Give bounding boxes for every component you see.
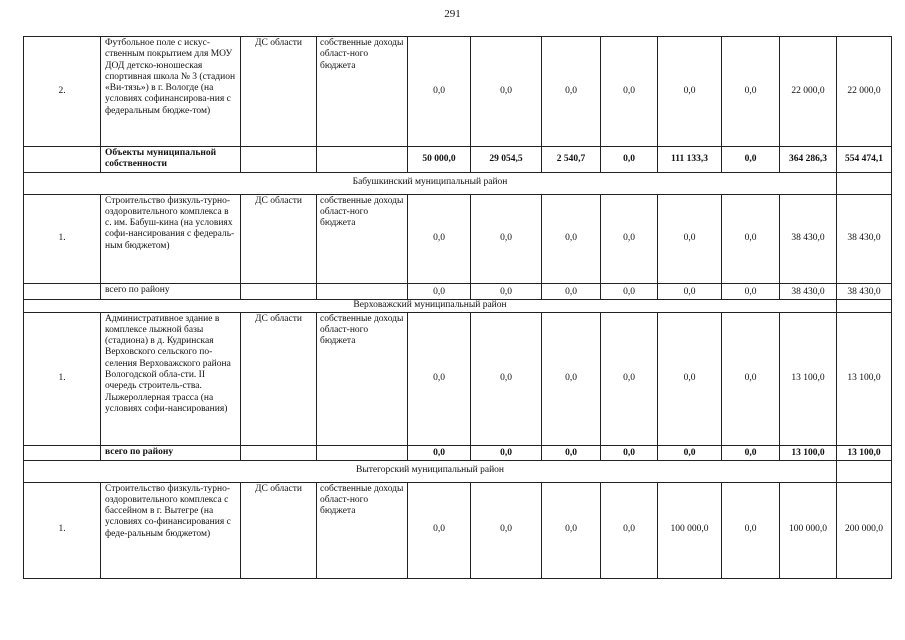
subtotal-label: всего по району [101,283,241,299]
value-cell: 38 430,0 [837,194,892,283]
total-value: 0,0 [722,147,780,173]
object-name: Административное здание в комплексе лыжной базы (стадиона) в д. Кудринская Верховского сельского по-селения Верховажского района Вологодской обла-сти. II очередь строитель-ства. Лыжероллерная трасса (на условиях софи-нансирования) [101,312,241,445]
value-cell: 100 000,0 [780,482,837,578]
empty-cell [241,283,317,299]
funding-source: собственные доходы област-ного бюджета [317,37,408,147]
value-cell: 100 000,0 [658,482,722,578]
value-cell: 0,0 [658,194,722,283]
value-cell: 0,0 [408,482,471,578]
empty-cell [317,147,408,173]
value-cell: 0,0 [408,37,471,147]
section-heading: Бабушкинский муниципальный район [24,172,837,194]
value-cell: 22 000,0 [780,37,837,147]
empty-cell [241,445,317,460]
row-index: 1. [24,312,101,445]
empty-cell [837,460,892,482]
table-row [24,147,892,173]
table-row [24,445,892,460]
value-cell: 13 100,0 [780,312,837,445]
subtotal-value: 0,0 [722,283,780,299]
executor: ДС области [241,482,317,578]
subtotal-value: 0,0 [408,445,471,460]
value-cell: 0,0 [542,194,601,283]
subtotal-value: 0,0 [722,445,780,460]
executor: ДС области [241,194,317,283]
value-cell: 0,0 [542,37,601,147]
total-value: 0,0 [601,147,658,173]
funding-source: собственные доходы област-ного бюджета [317,482,408,578]
value-cell: 0,0 [601,194,658,283]
table-row [24,460,892,482]
value-cell: 0,0 [542,312,601,445]
executor: ДС области [241,37,317,147]
page-number: 291 [444,8,461,20]
row-index: 1. [24,194,101,283]
total-value: 364 286,3 [780,147,837,173]
section-heading: Вытегорский муниципальный район [24,460,837,482]
value-cell: 0,0 [658,312,722,445]
total-value: 554 474,1 [837,147,892,173]
table-row [24,194,892,283]
table-row [24,172,892,194]
total-value: 111 133,3 [658,147,722,173]
subtotal-value: 13 100,0 [837,445,892,460]
value-cell: 38 430,0 [780,194,837,283]
subtotal-value: 0,0 [542,445,601,460]
object-name: Футбольное поле с искус-ственным покрытием для МОУ ДОД детско-юношеская спортивная школа № 3 (стадион «Ви-тязь») в г. Вологде (на условиях софинансирова-ния с федеральным бюдже-том) [101,37,241,147]
value-cell: 0,0 [601,312,658,445]
empty-cell [317,283,408,299]
subtotal-value: 0,0 [658,445,722,460]
value-cell: 0,0 [601,482,658,578]
subtotal-value: 0,0 [601,445,658,460]
total-value: 29 054,5 [471,147,542,173]
value-cell: 0,0 [722,482,780,578]
row-index: 1. [24,482,101,578]
value-cell: 0,0 [601,37,658,147]
empty-cell [24,147,101,173]
subtotal-value: 0,0 [601,283,658,299]
value-cell: 0,0 [542,482,601,578]
table-row [24,283,892,299]
value-cell: 22 000,0 [837,37,892,147]
subtotal-value: 38 430,0 [780,283,837,299]
funding-source: собственные доходы област-ного бюджета [317,194,408,283]
empty-cell [837,299,892,312]
value-cell: 0,0 [658,37,722,147]
subtotal-value: 0,0 [658,283,722,299]
object-name: Строительство физкуль-турно-оздоровительного комплекса в с. им. Бабуш-кина (на условиях софи-нансирования с федераль-ным бюджетом) [101,194,241,283]
value-cell: 0,0 [722,194,780,283]
value-cell: 0,0 [471,37,542,147]
total-value: 2 540,7 [542,147,601,173]
funding-source: собственные доходы област-ного бюджета [317,312,408,445]
subtotal-value: 0,0 [408,283,471,299]
subtotal-value: 0,0 [471,445,542,460]
subtotal-value: 38 430,0 [837,283,892,299]
subtotal-label: всего по району [101,445,241,460]
empty-cell [241,147,317,173]
value-cell: 0,0 [408,312,471,445]
subtotal-value: 0,0 [471,283,542,299]
table-row [24,482,892,578]
subtotal-value: 13 100,0 [780,445,837,460]
value-cell: 0,0 [722,37,780,147]
value-cell: 0,0 [722,312,780,445]
value-cell: 200 000,0 [837,482,892,578]
table-row [24,37,892,147]
value-cell: 13 100,0 [837,312,892,445]
subtotal-value: 0,0 [542,283,601,299]
table-row [24,312,892,445]
empty-cell [24,445,101,460]
executor: ДС области [241,312,317,445]
value-cell: 0,0 [471,194,542,283]
empty-cell [837,172,892,194]
object-name: Строительство физкуль-турно-оздоровительного комплекса с бассейном в г. Вытегре (на условиях со-финансирования с феде-ральным бюджетом) [101,482,241,578]
total-value: 50 000,0 [408,147,471,173]
value-cell: 0,0 [471,312,542,445]
budget-table [23,36,892,579]
empty-cell [317,445,408,460]
value-cell: 0,0 [408,194,471,283]
value-cell: 0,0 [471,482,542,578]
table-row [24,299,892,312]
section-heading: Верховажский муниципальный район [24,299,837,312]
total-label: Объекты муниципальной собственности [101,147,241,173]
row-index: 2. [24,37,101,147]
empty-cell [24,283,101,299]
